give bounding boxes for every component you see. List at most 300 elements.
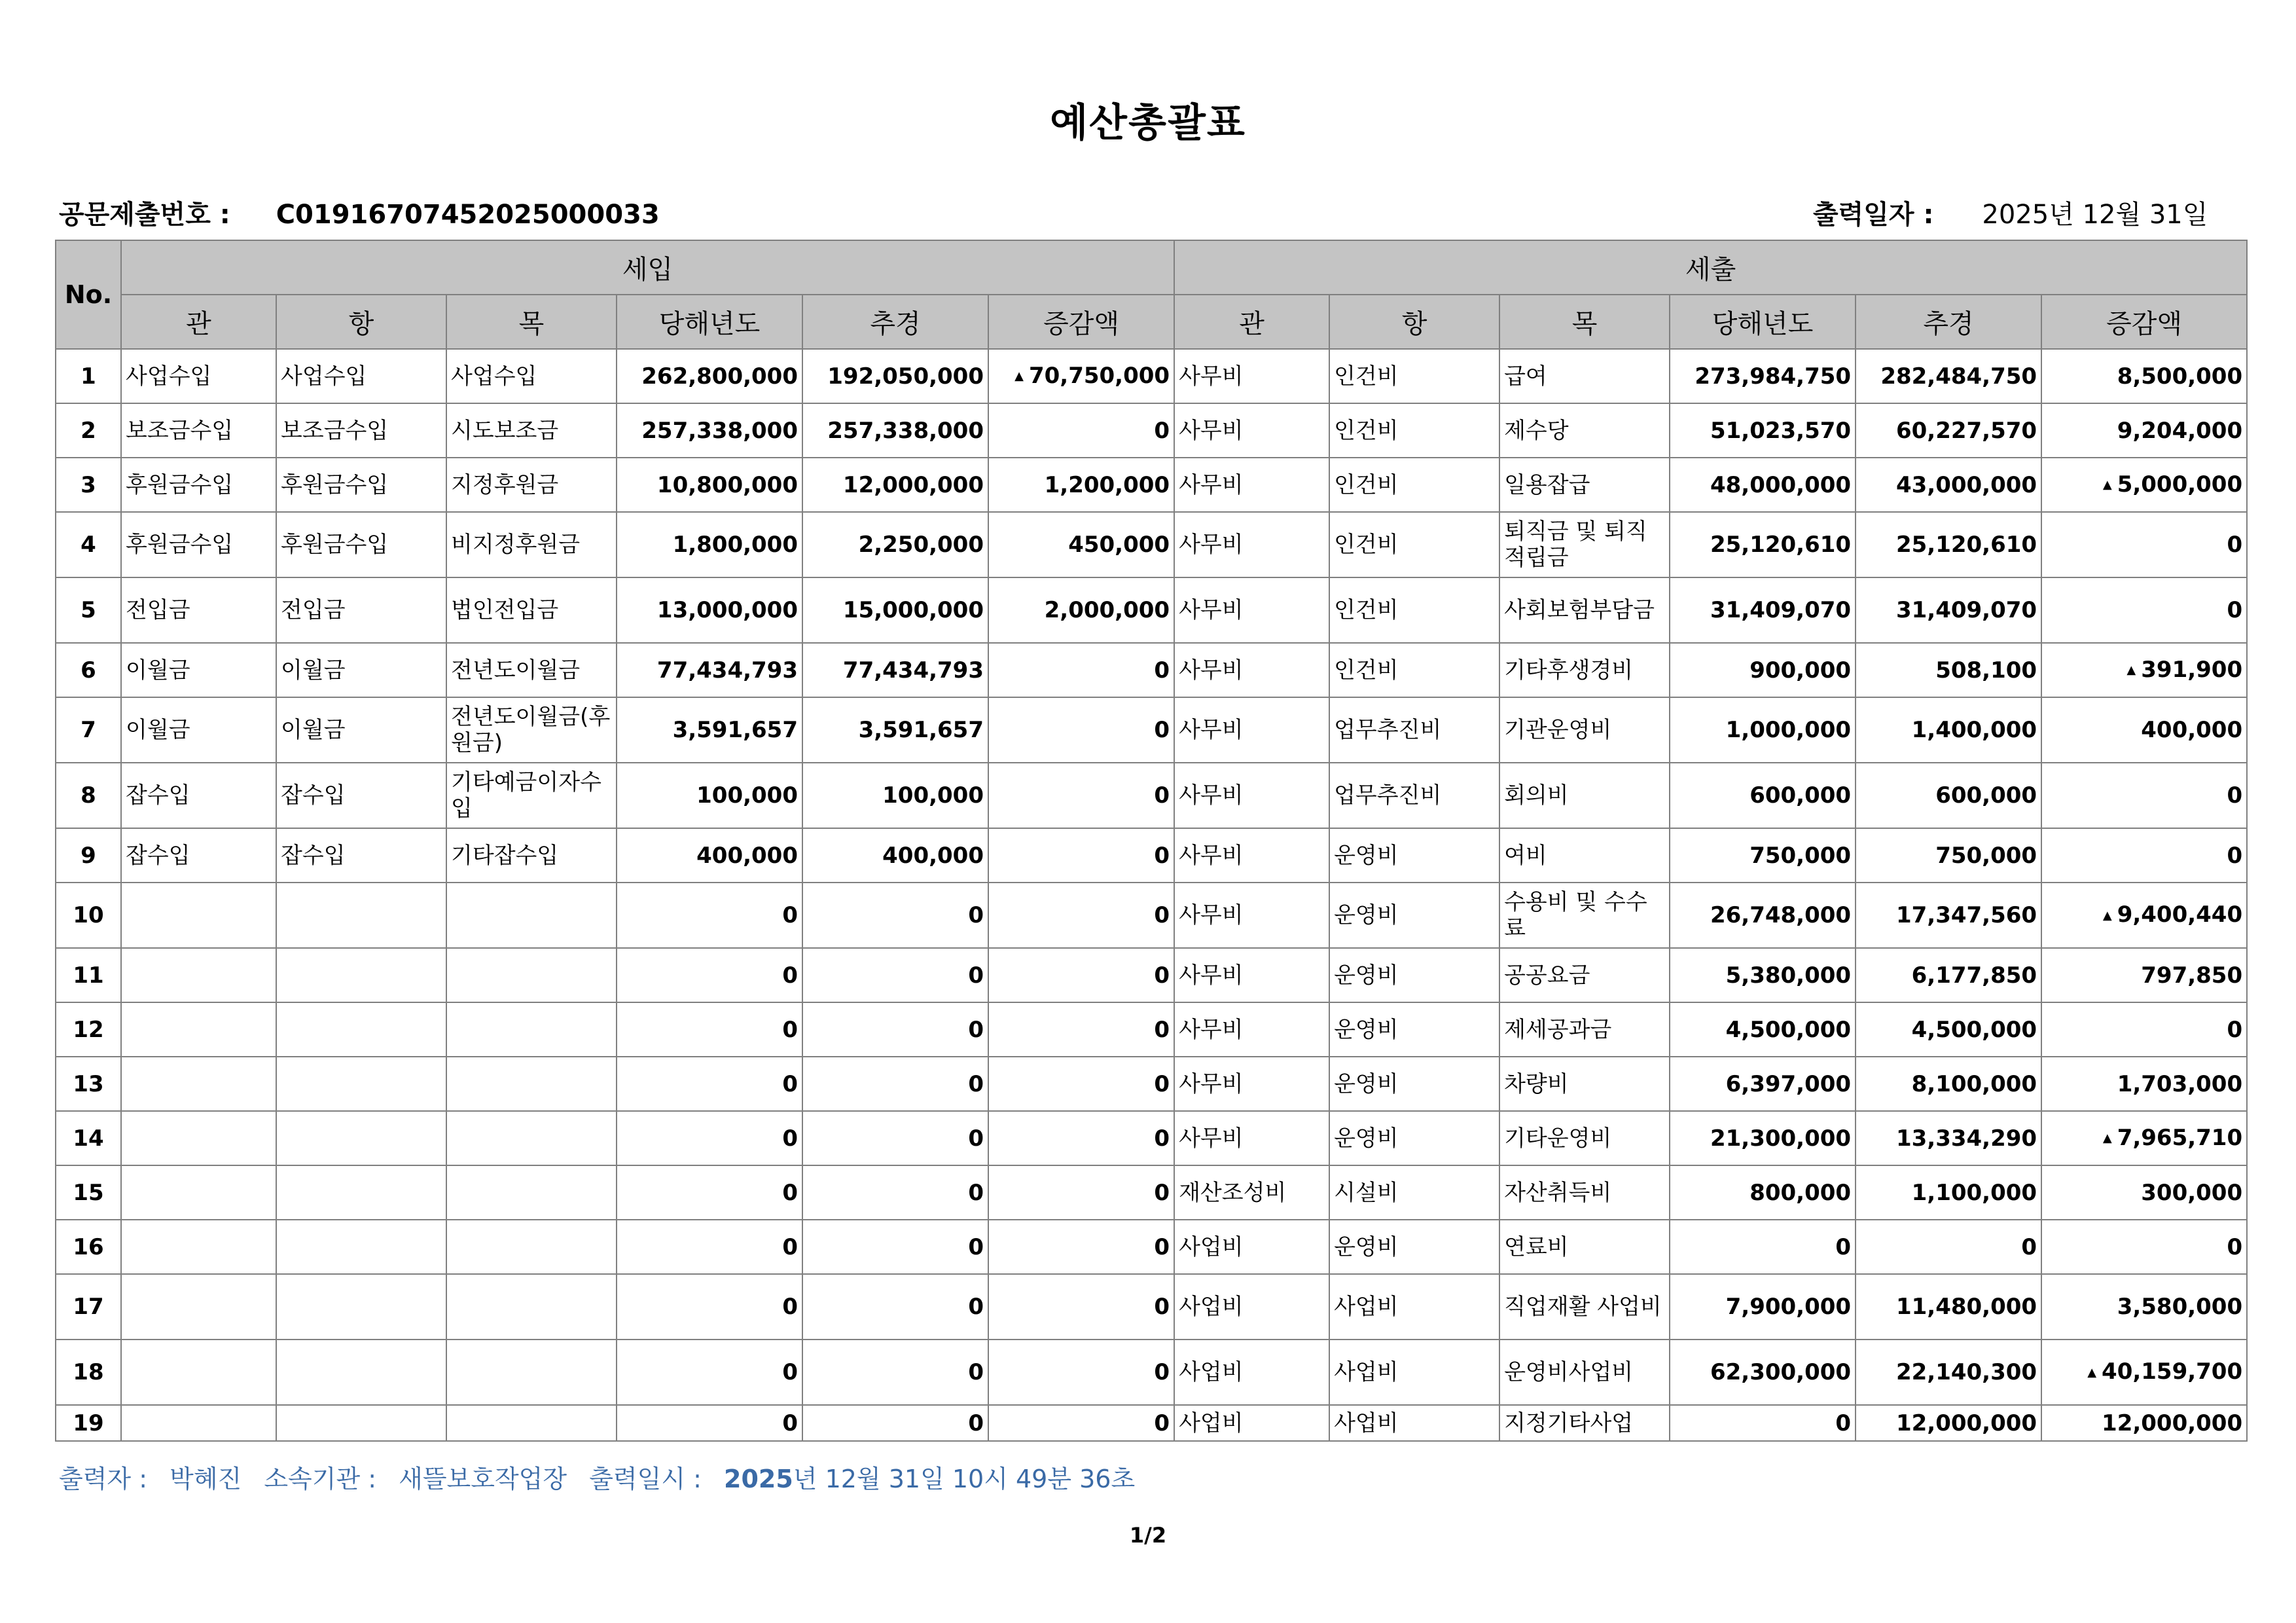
expense-gwan-cell [1174,1002,1329,1057]
revenue-mok-cell [446,1111,617,1165]
revenue-supplement-value: 2,250,000 [858,532,984,558]
expense-gwan-cell [1174,1340,1329,1405]
table-row [56,763,2247,828]
revenue-current-cell [617,763,802,828]
row-no-cell [56,643,121,697]
revenue-mok-cell [446,763,617,828]
revenue-hang-cell [276,349,446,403]
expense-hang-cell [1329,458,1499,512]
expense-current-cell [1670,403,1856,458]
expense-supplement-value: 282,484,750 [1880,363,2037,390]
revenue-current-value: 257,338,000 [641,417,798,444]
print-date-label: 출력일자 : [1813,200,1934,230]
revenue-current-cell [617,1002,802,1057]
expense-current-value: 800,000 [1749,1179,1852,1206]
revenue-gwan-cell [121,1165,276,1220]
row-no-cell [56,1274,121,1340]
expense-current-cell [1670,1165,1856,1220]
row-no-value: 18 [73,1359,104,1385]
revenue-hang-cell [276,1002,446,1057]
row-no-value: 16 [73,1233,104,1260]
expense-hang-cell [1329,1405,1499,1441]
expense-hang-cell [1329,828,1499,883]
revenue-supplement-value: 0 [968,1179,984,1206]
expense-gwan-value: 사무비 [1179,717,1244,743]
revenue-supplement-cell [802,948,988,1002]
revenue-diff-value: 0 [1154,1016,1170,1043]
revenue-supplement-cell [802,577,988,643]
expense-mok-value: 제수당 [1504,417,1569,444]
printed-at-rest: 년 12월 31일 10시 49분 36초 [793,1465,1136,1493]
revenue-supplement-value: 15,000,000 [842,597,984,623]
row-no-cell [56,763,121,828]
expense-diff-value: 40,159,700 [2102,1359,2243,1385]
row-no-value: 17 [73,1294,104,1320]
revenue-current-cell [617,828,802,883]
revenue-mok-value: 기타예금이자수입 [451,769,601,822]
expense-diff-cell [2041,403,2247,458]
expense-hang-value: 운영비 [1334,962,1399,989]
row-no-value: 9 [81,842,96,869]
expense-mok-value: 직업재활 사업비 [1504,1294,1662,1320]
expense-diff-cell [2041,1165,2247,1220]
revenue-supplement-value: 192,050,000 [827,363,984,390]
expense-hang-value: 인건비 [1334,532,1399,558]
header-expense-mok: 목 [1499,295,1670,349]
row-no-cell [56,1111,121,1165]
expense-current-value: 62,300,000 [1710,1359,1852,1385]
expense-hang-value: 사업비 [1334,1410,1399,1436]
expense-diff-cell [2041,577,2247,643]
expense-gwan-cell [1174,1165,1329,1220]
expense-diff-value: 0 [2227,532,2243,558]
expense-gwan-cell [1174,828,1329,883]
expense-gwan-cell [1174,763,1329,828]
revenue-mok-cell [446,643,617,697]
revenue-current-value: 1,800,000 [672,532,798,558]
revenue-current-cell [617,403,802,458]
revenue-hang-value: 후원금수입 [281,532,389,558]
revenue-gwan-cell [121,1340,276,1405]
row-no-cell [56,697,121,763]
revenue-current-value: 0 [782,1359,798,1385]
expense-hang-cell [1329,577,1499,643]
revenue-current-cell [617,1340,802,1405]
expense-supplement-value: 25,120,610 [1895,532,2037,558]
table-row [56,643,2247,697]
expense-hang-cell [1329,883,1499,948]
header-expense-current: 당해년도 [1670,295,1856,349]
expense-mok-value: 수용비 및 수수료 [1504,889,1647,941]
revenue-mok-cell [446,1274,617,1340]
revenue-gwan-value: 사업수입 [126,363,212,390]
revenue-supplement-cell [802,1274,988,1340]
revenue-diff-value: 0 [1154,1410,1170,1436]
revenue-supplement-cell [802,403,988,458]
revenue-supplement-value: 0 [968,1294,984,1320]
expense-mok-cell [1499,512,1670,577]
revenue-current-value: 0 [782,1179,798,1206]
expense-hang-value: 사업비 [1334,1294,1399,1320]
table-row [56,1002,2247,1057]
revenue-gwan-value: 잡수입 [126,842,190,869]
revenue-gwan-cell [121,643,276,697]
revenue-diff-cell [988,512,1174,577]
expense-current-cell [1670,948,1856,1002]
revenue-gwan-cell [121,1274,276,1340]
revenue-current-value: 0 [782,1294,798,1320]
expense-gwan-cell [1174,697,1329,763]
revenue-mok-value: 비지정후원금 [451,532,581,558]
revenue-hang-cell [276,1405,446,1441]
expense-hang-cell [1329,403,1499,458]
expense-diff-cell [2041,1274,2247,1340]
revenue-supplement-cell [802,349,988,403]
revenue-current-cell [617,1057,802,1111]
revenue-diff-cell [988,948,1174,1002]
revenue-gwan-cell [121,1220,276,1274]
expense-hang-value: 인건비 [1334,471,1399,498]
revenue-supplement-value: 100,000 [882,782,984,809]
expense-gwan-value: 재산조성비 [1179,1179,1287,1206]
expense-current-value: 6,397,000 [1725,1070,1852,1097]
expense-mok-cell [1499,763,1670,828]
expense-supplement-value: 43,000,000 [1895,471,2037,498]
expense-diff-cell [2041,1405,2247,1441]
expense-current-value: 7,900,000 [1725,1294,1852,1320]
expense-supplement-cell [1856,1165,2041,1220]
revenue-diff-cell [988,403,1174,458]
expense-gwan-value: 사무비 [1179,1016,1244,1043]
expense-diff-cell [2041,763,2247,828]
expense-mok-cell [1499,883,1670,948]
expense-gwan-value: 사무비 [1179,902,1244,928]
revenue-gwan-cell [121,1057,276,1111]
expense-current-value: 31,409,070 [1710,597,1852,623]
expense-current-cell [1670,1405,1856,1441]
expense-mok-cell [1499,403,1670,458]
revenue-diff-value: 0 [1154,1359,1170,1385]
expense-hang-cell [1329,948,1499,1002]
revenue-mok-cell [446,458,617,512]
revenue-diff-value: 0 [1154,902,1170,928]
row-no-cell [56,577,121,643]
revenue-hang-cell [276,1165,446,1220]
revenue-current-value: 0 [782,1016,798,1043]
expense-diff-value: 0 [2227,842,2243,869]
expense-current-value: 750,000 [1749,842,1852,869]
revenue-current-cell [617,948,802,1002]
expense-gwan-cell [1174,1405,1329,1441]
revenue-gwan-cell [121,697,276,763]
revenue-diff-cell [988,1274,1174,1340]
revenue-current-value: 262,800,000 [641,363,798,390]
printed-at-label: 출력일시 : [589,1465,702,1493]
revenue-hang-cell [276,512,446,577]
expense-diff-value: 1,703,000 [2117,1070,2243,1097]
revenue-mok-cell [446,1057,617,1111]
revenue-hang-cell [276,1274,446,1340]
revenue-diff-value: 0 [1154,657,1170,684]
expense-current-value: 5,380,000 [1725,962,1852,989]
expense-current-cell [1670,458,1856,512]
print-footer [59,1459,1149,1495]
row-no-cell [56,512,121,577]
row-no-value: 2 [81,417,96,444]
table-row [56,458,2247,512]
revenue-mok-cell [446,948,617,1002]
expense-mok-value: 기관운영비 [1504,717,1612,743]
revenue-diff-cell [988,1111,1174,1165]
revenue-current-value: 77,434,793 [656,657,798,684]
revenue-hang-value: 전입금 [281,597,346,623]
revenue-mok-cell [446,697,617,763]
expense-hang-value: 사업비 [1334,1359,1399,1385]
revenue-current-value: 0 [782,962,798,989]
expense-supplement-cell [1856,697,2041,763]
expense-hang-cell [1329,1340,1499,1405]
expense-gwan-cell [1174,883,1329,948]
row-no-cell [56,1165,121,1220]
decrease-triangle-icon: ▲ [1014,369,1024,384]
expense-current-value: 273,984,750 [1695,363,1852,390]
expense-mok-cell [1499,697,1670,763]
revenue-diff-cell [988,577,1174,643]
expense-supplement-value: 31,409,070 [1895,597,2037,623]
expense-gwan-value: 사무비 [1179,471,1244,498]
expense-hang-cell [1329,763,1499,828]
revenue-mok-cell [446,1340,617,1405]
expense-current-cell [1670,883,1856,948]
revenue-current-value: 0 [782,1125,798,1152]
expense-supplement-cell [1856,883,2041,948]
row-no-value: 6 [81,657,96,684]
expense-diff-cell [2041,349,2247,403]
expense-supplement-cell [1856,643,2041,697]
header-expense: 세출 [1174,240,2247,295]
expense-mok-value: 연료비 [1504,1233,1569,1260]
expense-supplement-value: 12,000,000 [1895,1410,2037,1436]
expense-supplement-value: 750,000 [1935,842,2037,869]
revenue-gwan-cell [121,883,276,948]
expense-supplement-value: 1,400,000 [1911,717,2037,743]
revenue-hang-cell [276,1220,446,1274]
expense-gwan-cell [1174,1057,1329,1111]
table-row [56,697,2247,763]
expense-gwan-cell [1174,1274,1329,1340]
expense-gwan-value: 사업비 [1179,1359,1244,1385]
table-row [56,1165,2247,1220]
revenue-mok-value: 사업수입 [451,363,537,390]
row-no-value: 3 [81,471,96,498]
revenue-mok-cell [446,1405,617,1441]
expense-gwan-value: 사무비 [1179,1125,1244,1152]
header-expense-diff: 증감액 [2041,295,2247,349]
revenue-mok-cell [446,883,617,948]
expense-gwan-value: 사업비 [1179,1294,1244,1320]
header-revenue: 세입 [121,240,1174,295]
expense-supplement-cell [1856,948,2041,1002]
expense-diff-cell [2041,828,2247,883]
revenue-mok-value: 시도보조금 [451,417,559,444]
revenue-supplement-value: 12,000,000 [842,471,984,498]
expense-supplement-value: 0 [2021,1233,2037,1260]
expense-current-value: 0 [1835,1410,1852,1436]
revenue-current-cell [617,1165,802,1220]
revenue-mok-value: 기타잡수입 [451,842,559,869]
table-row [56,948,2247,1002]
revenue-gwan-cell [121,1111,276,1165]
revenue-supplement-cell [802,458,988,512]
row-no-cell [56,948,121,1002]
expense-mok-value: 자산취득비 [1504,1179,1612,1206]
expense-current-value: 600,000 [1749,782,1852,809]
revenue-current-value: 10,800,000 [656,471,798,498]
revenue-hang-value: 보조금수입 [281,417,389,444]
revenue-gwan-cell [121,828,276,883]
expense-mok-value: 사회보험부담금 [1504,597,1655,623]
expense-supplement-cell [1856,349,2041,403]
expense-diff-value: 0 [2227,597,2243,623]
expense-supplement-cell [1856,1340,2041,1405]
expense-current-cell [1670,1111,1856,1165]
expense-supplement-cell [1856,1002,2041,1057]
table-row [56,828,2247,883]
row-no-value: 14 [73,1125,104,1152]
header-expense-hang: 항 [1329,295,1499,349]
revenue-mok-cell [446,1220,617,1274]
expense-hang-value: 인건비 [1334,363,1399,390]
expense-mok-value: 공공요금 [1504,962,1590,989]
table-row [56,1057,2247,1111]
row-no-value: 8 [81,782,96,809]
expense-gwan-value: 사무비 [1179,962,1244,989]
table-row [56,1274,2247,1340]
revenue-supplement-value: 3,591,657 [858,717,984,743]
expense-mok-value: 차량비 [1504,1070,1569,1097]
revenue-current-cell [617,1274,802,1340]
revenue-mok-cell [446,828,617,883]
decrease-triangle-icon: ▲ [2102,908,2112,922]
expense-supplement-value: 600,000 [1935,782,2037,809]
header-no: No. [56,240,121,349]
expense-mok-cell [1499,1002,1670,1057]
expense-diff-cell [2041,458,2247,512]
revenue-hang-cell [276,948,446,1002]
expense-diff-value: 9,400,440 [2117,902,2243,928]
revenue-diff-cell [988,763,1174,828]
expense-current-value: 26,748,000 [1710,902,1852,928]
expense-mok-value: 여비 [1504,842,1547,869]
expense-mok-value: 제세공과금 [1504,1016,1612,1043]
revenue-diff-value: 0 [1154,717,1170,743]
revenue-mok-cell [446,403,617,458]
expense-supplement-value: 6,177,850 [1911,962,2037,989]
expense-hang-cell [1329,1057,1499,1111]
revenue-gwan-cell [121,403,276,458]
revenue-supplement-cell [802,1165,988,1220]
expense-mok-cell [1499,349,1670,403]
revenue-supplement-cell [802,697,988,763]
revenue-diff-value: 0 [1154,1125,1170,1152]
table-row [56,1340,2247,1405]
revenue-diff-cell [988,1340,1174,1405]
row-no-cell [56,1405,121,1441]
revenue-supplement-value: 0 [968,1070,984,1097]
expense-hang-value: 인건비 [1334,417,1399,444]
expense-current-cell [1670,1340,1856,1405]
header-revenue-current: 당해년도 [617,295,802,349]
expense-current-cell [1670,512,1856,577]
revenue-current-cell [617,577,802,643]
expense-hang-cell [1329,512,1499,577]
expense-mok-value: 급여 [1504,363,1547,390]
row-no-value: 5 [81,597,96,623]
expense-mok-cell [1499,1111,1670,1165]
revenue-current-value: 100,000 [696,782,798,809]
row-no-cell [56,1220,121,1274]
expense-supplement-cell [1856,1057,2041,1111]
revenue-current-cell [617,697,802,763]
expense-diff-cell [2041,1057,2247,1111]
revenue-diff-value: 0 [1154,417,1170,444]
expense-supplement-cell [1856,1220,2041,1274]
expense-diff-cell [2041,643,2247,697]
expense-diff-cell [2041,1340,2247,1405]
expense-current-value: 51,023,570 [1710,417,1852,444]
revenue-hang-cell [276,1057,446,1111]
expense-current-cell [1670,1057,1856,1111]
expense-hang-cell [1329,349,1499,403]
revenue-supplement-value: 0 [968,1410,984,1436]
expense-mok-cell [1499,948,1670,1002]
print-date-value: 2025년 12월 31일 [1982,200,2208,230]
row-no-value: 19 [73,1410,104,1436]
expense-diff-value: 0 [2227,1233,2243,1260]
org-name: 새뜰보호작업장 [399,1465,567,1493]
expense-hang-value: 운영비 [1334,1016,1399,1043]
expense-hang-cell [1329,1165,1499,1220]
row-no-value: 12 [73,1016,104,1043]
expense-current-value: 21,300,000 [1710,1125,1852,1152]
revenue-gwan-cell [121,763,276,828]
expense-hang-value: 인건비 [1334,657,1399,684]
revenue-diff-cell [988,1405,1174,1441]
revenue-supplement-value: 257,338,000 [827,417,984,444]
revenue-supplement-cell [802,512,988,577]
table-row [56,883,2247,948]
revenue-gwan-cell [121,1405,276,1441]
expense-supplement-cell [1856,577,2041,643]
expense-diff-cell [2041,697,2247,763]
revenue-diff-cell [988,458,1174,512]
expense-gwan-value: 사업비 [1179,1410,1244,1436]
expense-supplement-cell [1856,458,2041,512]
revenue-mok-cell [446,512,617,577]
table-row [56,1111,2247,1165]
expense-supplement-value: 1,100,000 [1911,1179,2037,1206]
expense-gwan-value: 사무비 [1179,657,1244,684]
revenue-supplement-cell [802,1111,988,1165]
page-number: 1/2 [1129,1523,1167,1548]
expense-mok-value: 회의비 [1504,782,1569,809]
expense-mok-cell [1499,1220,1670,1274]
expense-supplement-value: 11,480,000 [1895,1294,2037,1320]
revenue-mok-value: 법인전입금 [451,597,559,623]
expense-supplement-cell [1856,1111,2041,1165]
doc-number-block [59,194,660,231]
expense-hang-cell [1329,1220,1499,1274]
